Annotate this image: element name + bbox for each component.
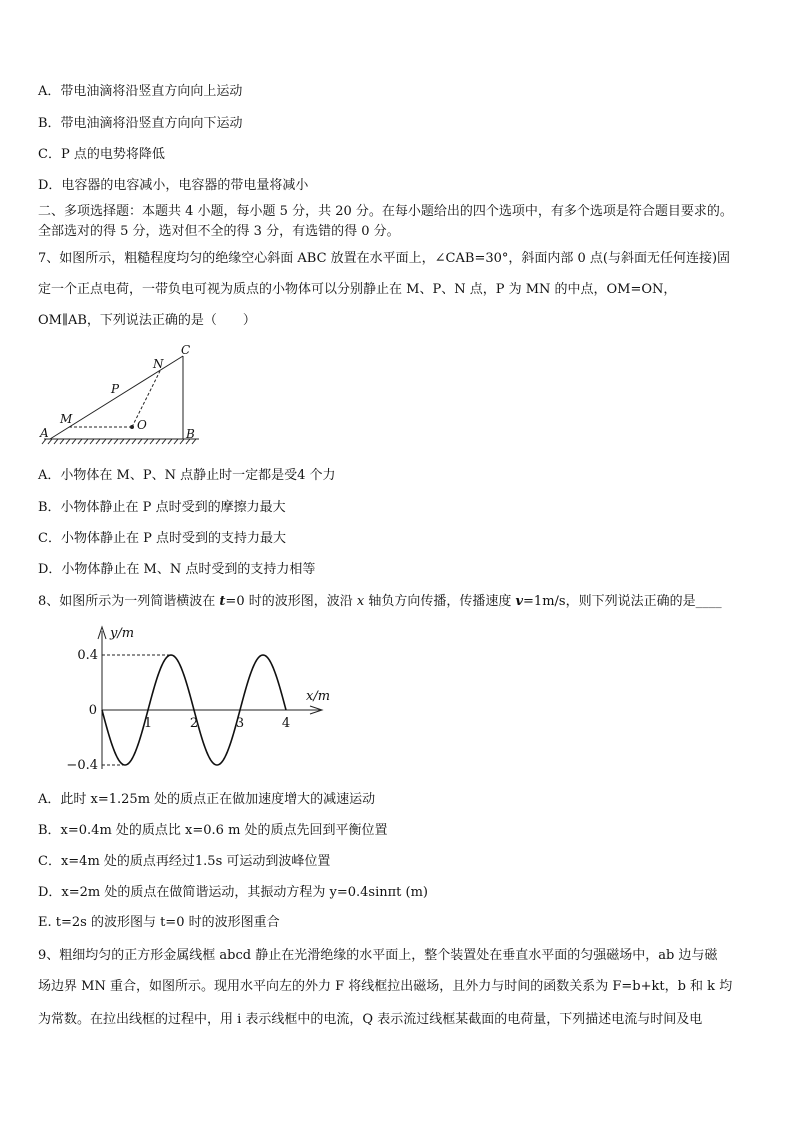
q9-line3: 为常数。在拉出线框的过程中，用 i 表示线框中的电流，Q 表示流过线框某截面的电荷量，下列描述电流与时间及电 <box>38 1012 703 1027</box>
label-a: A <box>40 426 49 440</box>
y-axis-label: y/m <box>110 626 135 641</box>
q9-line1: 9、粗细均匀的正方形金属线框 abcd 静止在光滑绝缘的水平面上，整个装置处在垂直水平面的匀强磁场中，ab 边与磁 <box>38 948 718 963</box>
q8-stem-b: =0 时的波形图，波沿 <box>225 594 357 609</box>
q8-option-e: E. t=2s 的波形图与 t=0 时的波形图重合 <box>38 915 280 930</box>
q8-option-d: D．x=2m 处的质点在做简谐运动，其振动方程为 y=0.4sinπt (m) <box>38 885 428 900</box>
tick-x-4: 4 <box>281 716 291 731</box>
tick-x-1: 1 <box>143 716 153 731</box>
q7-incline-figure <box>36 340 206 452</box>
q8-option-c: C．x=4m 处的质点再经过1.5s 可运动到波峰位置 <box>38 854 331 869</box>
q7-option-c: C．小物体静止在 P 点时受到的支持力最大 <box>38 531 286 546</box>
q8-stem <box>38 594 722 610</box>
q7-stem-line3: OM∥AB，下列说法正确的是（ ） <box>38 313 256 328</box>
tick-y-neg-0.4: −0.4 <box>66 758 98 773</box>
tick-x-2: 2 <box>189 716 199 731</box>
ground-hatch <box>42 439 196 444</box>
charge-point-o <box>130 425 134 429</box>
q8-stem-d: =1m/s，则下列说法正确的是____ <box>523 594 722 609</box>
tick-y-0.4: 0.4 <box>77 648 98 663</box>
q8-stem-a: 8、如图所示为一列简谐横波在 <box>38 594 220 609</box>
q7-option-a: A．小物体在 M、P、N 点静止时一定都是受4 个力 <box>38 468 336 483</box>
q6-option-d: D．电容器的电容减小，电容器的带电量将减小 <box>38 178 309 193</box>
q7-stem-line2: 定一个正点电荷，一带负电可视为质点的小物体可以分别静止在 M、P、N 点，P 为 MN 的中点，OM=ON， <box>38 282 677 297</box>
q9-line2: 场边界 MN 重合，如图所示。现用水平向左的外力 F 将线框拉出磁场，且外力与时间的函数关系为 F=b+kt，b 和 k 均 <box>38 979 733 994</box>
section2-line1: 二、多项选择题：本题共 4 小题，每小题 5 分，共 20 分。在每小题给出的四个选项中，有多个选项是符合题目要求的。 <box>38 204 733 219</box>
q7-option-b: B．小物体静止在 P 点时受到的摩擦力最大 <box>38 500 286 515</box>
q6-option-b: B．带电油滴将沿竖直方向向下运动 <box>38 116 243 131</box>
q8-option-b: B．x=0.4m 处的质点比 x=0.6 m 处的质点先回到平衡位置 <box>38 823 388 838</box>
label-m: M <box>60 412 73 426</box>
q6-option-a: A．带电油滴将沿竖直方向向上运动 <box>38 84 243 99</box>
label-p: P <box>111 382 120 396</box>
q7-option-d: D．小物体静止在 M、N 点时受到的支持力相等 <box>38 562 316 577</box>
q8-option-a: A．此时 x=1.25m 处的质点正在做加速度增大的减速运动 <box>38 792 376 807</box>
label-o: O <box>137 418 147 432</box>
label-c: C <box>181 343 191 357</box>
tick-origin: 0 <box>88 703 97 718</box>
q7-stem-line1: 7、如图所示，粗糙程度均匀的绝缘空心斜面 ABC 放置在水平面上，∠CAB=30°，斜面内部 0 点(与斜面无任何连接)固 <box>38 251 731 266</box>
q8-stem-c: 轴负方向传播，传播速度 <box>364 594 516 609</box>
section2-line2: 全部选对的得 5 分，选对但不全的得 3 分，有选错的得 0 分。 <box>38 224 400 239</box>
label-b: B <box>186 427 195 441</box>
tick-x-3: 3 <box>235 716 245 731</box>
q6-option-c: C．P 点的电势将降低 <box>38 147 165 162</box>
q8-stem-v: v <box>515 594 524 609</box>
label-n: N <box>153 357 164 371</box>
q8-stem-x: x <box>356 594 365 609</box>
q8-stem-t: t <box>219 594 226 609</box>
q8-wave-chart <box>60 617 330 777</box>
x-axis-label: x/m <box>306 689 330 704</box>
